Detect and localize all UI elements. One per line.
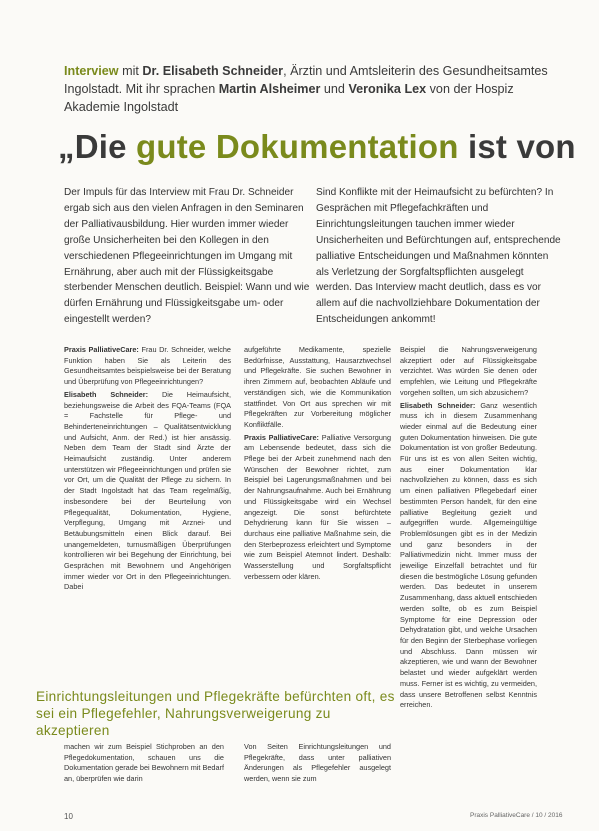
paragraph-text: Die Heimaufsicht, beziehungsweise die Arbeit des FQA-Teams (FQA = Fachstelle für Pflege- und Behinderteneinrichtungen – Qualitätsentwicklung und Aufsicht, Anm. der Red.) ist hier ansässig. Neben dem Team der Stadt sind Ärzte der Heimaufsicht zuständig. Unter anderem unterstützen wir Pflegeeinrichtungen und prüfen sie vor Ort, um die Qualität der Pflege zu sichern. In der Stadt Ingolstadt hat das Team regelmäßig, insbesondere bei der Beurteilung von Pflegequalität, Dokumentation, Hygiene, Verpflegung, Umgang mit Arznei- und Betäubungsmitteln einen Blick darauf. Bei unangemeldeten, turnusmäßigen Überprüfungen kontrollieren wir bei Begehung der Einrichtung, bei Gesprächen mit Bewohnern und Angehörigen immer wieder vor Ort in den Pflegeeinrichtungen. Dabei [64,389,231,592]
page-number: 10 [64,812,73,821]
body-column-1 [64,345,231,685]
paragraph [64,345,231,388]
interviewer-name: Veronika Lex [348,82,427,96]
lead-paragraph-left: Der Impuls für das Interview mit Frau Dr. Schneider ergab sich aus den vielen Anfragen in den Seminaren der Palliativausbildung. Hier wurden immer wieder große Unsicherheiten bei den Kollegen in den verschiedenen Pflegeeinrichtungen im Umgang mit Ernährung, aber auch mit der Flüssigkeitsgabe sterbender Menschen deutlich. Beispiel: Wann und wie dürfen Ernährung und Flüssigkeitsgabe um- oder eingestellt werden? [64,187,310,326]
paragraph-text: aufgeführte Medikamente, spezielle Bedürfnisse, Ausstattung, Hausarztwechsel und Pflegekräfte. Sie suchen Bewohner in ihren Zimmern auf, beobachten Abläufe und verständigen sich, wie die Kommunikation stattfindet. Von Ort aus sprechen wir mit Pflegekräften zur Vorbereitung möglicher Konfliktfälle. [244,345,391,429]
paragraph [244,433,391,583]
headline-pre: „Die [58,128,137,165]
paragraph-text: Frau Dr. Schneider, welche Funktion haben Sie als Leiterin des Gesundheitsamtes beispielsweise bei der Beratung und Überprüfung von Pflegeeinrichtungen? [64,345,231,387]
headline-highlight: gute Dokumentation [136,128,459,165]
intro-kicker: Interview [64,64,119,78]
paragraph [400,401,537,711]
lead-paragraph-right: Sind Konflikte mit der Heimaufsicht zu befürchten? In Gesprächen mit Pflegefachkräften und Einrichtungsleitungen tauchen immer wieder Unsicherheiten und Befürchtungen auf, entsprechende palliative Entscheidungen und Maßnahmen könnten als Verletzung der Sorgfaltspflichten ausgelegt werden. Das Interview macht deutlich, dass es vor allem auf die nachvollziehbare Dokumentation der Entscheidungen ankommt! [316,187,561,326]
intro-text: mit [118,64,143,78]
paragraph-text: Ganz wesentlich muss ich in diesem Zusammenhang wieder einmal auf die Bedeutung einer guten Dokumentation hinweisen. Die gute Dokumentation ist von großer Bedeutung. Für uns ist es von allen Seiten wichtig, aus einer Dokumentation klar nachvollziehen zu können, dass es sich um einen palliativen Pflegebedarf einer bestimmten Person handelt, für den eine palliative Begleitung gezielt und aufgegriffen wurde. Allgemeingültige Problemlösungen gibt es in der Medizin und ganz besonders in der Palliativmedizin nicht. Immer muss der jeweilige Einzelfall betrachtet und für diesen die bestmögliche Lösung gefunden werden. Das bedeutet in unserem Zusammenhang, dass aktuell entschieden werden sollte, ob es zum Beispiel Symptome für eine Depression oder Dehydratation gibt, und welche Ursachen für den Beginn der Sterbephase vorliegen und Abschluss. Dann müssen wir akzeptieren, wie und wann der Bewohner belastet und wieder aufgeklärt werden muss. Ferner ist es wichtig, zu vermeiden, dass unsere Betroffenen selbst Kenntnis erreichen. [400,400,537,710]
speaker-label: Elisabeth Schneider: [400,400,476,410]
body-column-4: machen wir zum Beispiel Stichproben an den Pflegedokumentation, schauen uns die Dokumentation gerade bei Bewohnern mit Bedarf an, überprüfen wie darin [64,742,224,784]
paragraph-text: Palliative Versorgung am Lebensende bedeutet, dass sich die Pflege bei der Arbeit zunehmend nach den Wünschen der Bewohner richtet, zum Beispiel bei Lagerungsmaßnahmen und bei der Nahrungsaufnahme. Auch bei Ernährung und Flüssigkeitsgabe wird ein Wechsel angezeigt. Die sonst befürchtete Dehydrierung kann für Sie wissen – durchaus eine palliative Maßnahme sein, die den Sterbeprozess erleichtert und Symptome wie zum Beispiel Atemnot lindert. Deshalb: Wasserstellung und Sorgfaltspflicht verbessern oder klären. [244,432,391,581]
paragraph [400,345,537,399]
intro-paragraph [64,62,564,116]
intro-text: und [320,82,349,96]
speaker-label: Praxis PalliativeCare: [64,345,139,354]
headline-post: ist von [458,128,576,165]
body-column-5: Von Seiten Einrichtungsleitungen und Pflegekräfte, dass unter palliativen Änderungen als Pflegefehler ausgelegt werden, wenn sie zum [244,742,391,784]
journal-footer: Praxis PalliativeCare / 10 / 2016 [470,812,563,819]
page-title [58,128,599,166]
body-column-3 [400,345,537,800]
speaker-label: Praxis PalliativeCare: [244,432,319,442]
speaker-label: Elisabeth Schneider: [64,389,149,399]
paragraph-text: Beispiel die Nahrungsverweigerung akzeptiert oder auf Flüssigkeitsgabe verzichtet. Was würden Sie denen oder empfehlen, wie Leitung und Pflegekräfte vorgehen sollten, um sich abzusichern? [400,345,537,397]
paragraph [64,390,231,593]
body-column-2 [244,345,391,705]
intro-text: , Ärztin und Amtsleiterin des Gesundheitsamtes Ingolstadt. Mit ihr sprachen [64,64,548,96]
pull-quote: Einrichtungsleitungen und Pflegekräfte befürchten oft, es sei ein Pflegefehler, Nahrungsverweigerung zu akzeptieren [36,689,395,738]
paragraph [244,345,391,431]
intro-text: von der Hospiz Akademie Ingolstadt [64,82,514,114]
interviewer-name: Martin Alsheimer [218,82,321,96]
interviewee-name: Dr. Elisabeth Schneider [142,64,284,78]
